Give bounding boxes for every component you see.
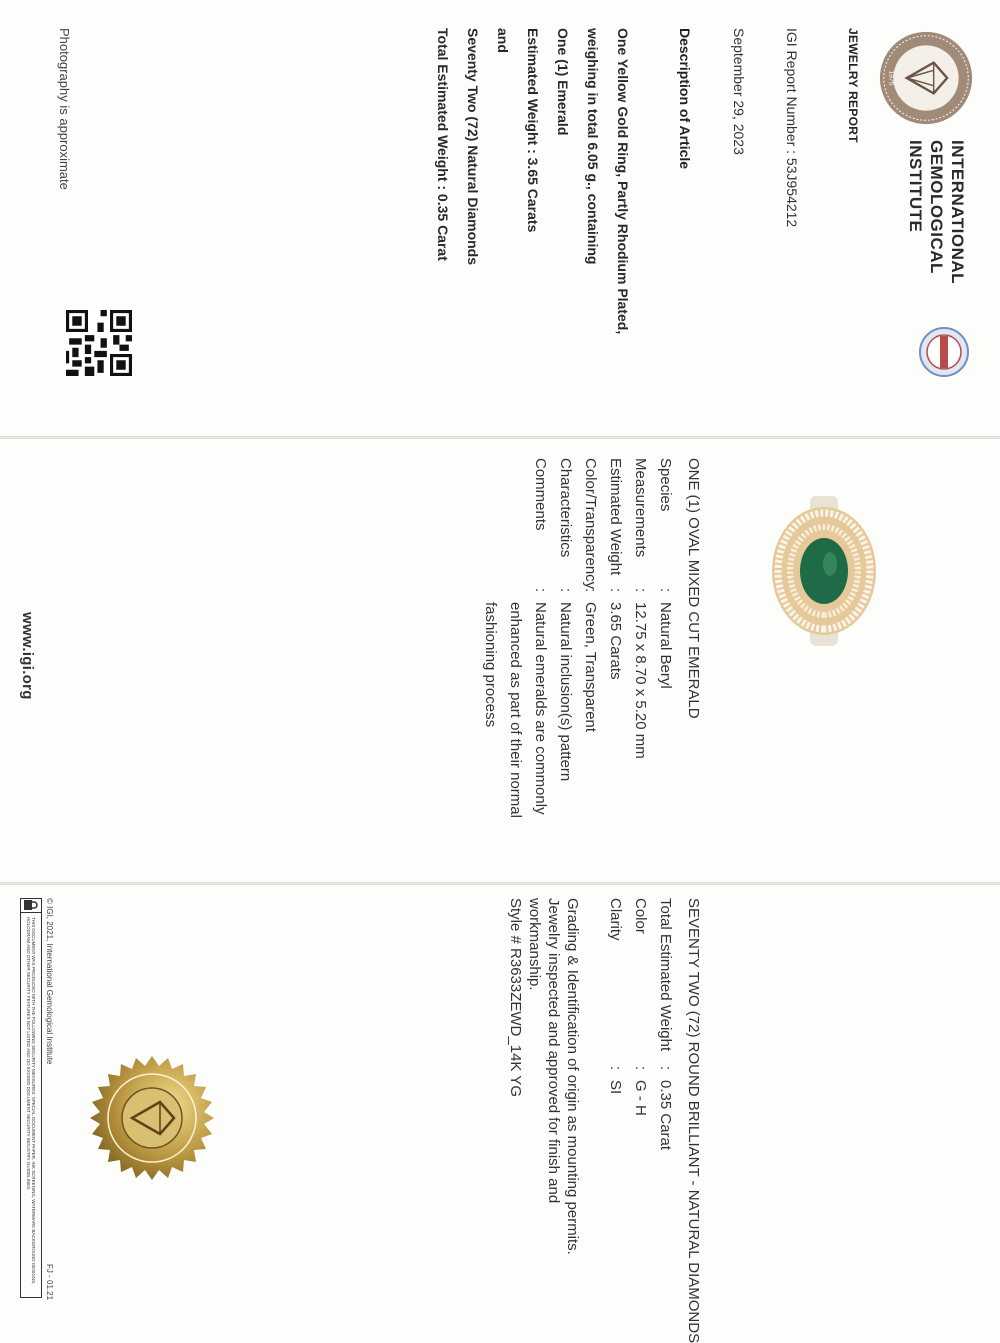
diamonds-heading: SEVENTY TWO (72) ROUND BRILLIANT - NATURAL DIAMONDS <box>685 898 702 1343</box>
security-notice <box>20 898 42 1298</box>
fold-line <box>0 436 1000 439</box>
spec-separator: : <box>582 588 599 593</box>
spec-separator: : <box>607 1066 624 1071</box>
qr-code-icon[interactable] <box>66 310 132 376</box>
description-line: One (1) Emerald <box>555 28 571 136</box>
emerald-heading: ONE (1) OVAL MIXED CUT EMERALD <box>685 458 702 719</box>
seal-year: 1975 <box>887 70 895 86</box>
description-line: Total Estimated Weight : 0.35 Carat <box>435 28 451 261</box>
spec-label: Color/Transparency <box>582 458 599 590</box>
spec-separator: : <box>657 1066 674 1071</box>
spec-row <box>603 458 628 832</box>
spec-separator: : <box>607 588 624 593</box>
spec-row <box>578 458 603 832</box>
spec-value: Natural emeralds are commonly enhanced as part of their normal fashioning process <box>482 602 549 818</box>
lock-icon <box>21 899 41 913</box>
security-notice-text: THIS DOCUMENT WAS PRODUCED WITH THE FOLLOWING SECURITY MEASURES: SPECIAL DOCUMENT PAPER, INK SCREENING, WATERMARK BACKGROUND DESIGNS, HOLOGRAM AND OTHER SECURITY FEATURES NOT LISTED AND DO EXCEED DOCUMENT SECURITY INDUSTRY GUIDELINES. <box>26 916 37 1285</box>
website-link[interactable]: www.igi.org <box>19 612 36 700</box>
spec-row <box>478 458 553 832</box>
description-line: and <box>495 28 511 53</box>
spec-row <box>603 898 628 1150</box>
spec-label: Clarity <box>607 898 624 941</box>
spec-separator: : <box>632 1066 649 1071</box>
spec-value: SI <box>607 1080 624 1095</box>
description-line: Seventy Two (72) Natural Diamonds <box>465 28 481 266</box>
gold-seal-icon <box>88 1054 216 1182</box>
emerald-spec-table <box>478 458 678 832</box>
spec-label: Color <box>632 898 649 934</box>
spec-row <box>628 458 653 832</box>
igi-seal-icon <box>878 30 974 126</box>
spec-value: Natural inclusion(s) pattern <box>557 602 574 782</box>
description-line: weighing in total 6.05 g., containing <box>585 28 601 265</box>
spec-value: Green, Transparent <box>582 602 599 733</box>
spec-value: Natural Beryl <box>657 602 674 689</box>
description-lines <box>428 28 638 428</box>
spec-row <box>653 898 678 1150</box>
copyright-text: © IGI, 2021, International Gemological Institute <box>45 898 54 1065</box>
quality-assured-badge-icon <box>918 326 970 378</box>
description-line: Estimated Weight : 3.65 Carats <box>525 28 541 233</box>
report-number: IGI Report Number : 53J954212 <box>784 28 800 228</box>
ring-photo <box>766 496 882 646</box>
form-code: FJ - 01.21 <box>45 1264 54 1301</box>
spec-separator: : <box>657 588 674 593</box>
spec-label: Comments <box>532 458 549 531</box>
spec-label: Estimated Weight <box>607 458 624 576</box>
spec-value: G - H <box>632 1080 649 1116</box>
description-title: Description of Article <box>677 28 693 170</box>
spec-value: 0.35 Carat <box>657 1080 674 1151</box>
spec-row <box>628 898 653 1150</box>
spec-row <box>553 458 578 832</box>
photo-note: Photography is approximate <box>57 28 72 190</box>
description-line: One Yellow Gold Ring, Partly Rhodium Plated, <box>615 28 631 335</box>
spec-label: Measurements <box>632 458 649 558</box>
spec-row <box>653 458 678 832</box>
style-number: Style # R3633ZEWD_14K YG <box>507 898 524 1097</box>
spec-label: Total Estimated Weight <box>657 898 674 1052</box>
spec-value: 12.75 x 8.70 x 5.20 mm <box>632 602 649 759</box>
grading-note-block <box>506 898 582 1278</box>
report-type: JEWELRY REPORT <box>846 28 860 143</box>
spec-separator: : <box>632 588 649 593</box>
fold-line <box>0 882 1000 885</box>
organization-name-line: INSTITUTE <box>906 140 925 233</box>
spec-label: Characteristics <box>557 458 574 558</box>
spec-separator: : <box>557 588 574 593</box>
grading-note: Grading & Identification of origin as mounting permits. Jewelry inspected and approved for finish and workmanship. <box>526 898 581 1255</box>
report-date: September 29, 2023 <box>731 28 747 155</box>
organization-name-line: INTERNATIONAL <box>948 140 967 285</box>
spec-label: Species <box>657 458 674 512</box>
organization-name-line: GEMOLOGICAL <box>927 140 946 274</box>
spec-separator: : <box>532 588 549 593</box>
diamonds-spec-table <box>603 898 678 1150</box>
spec-value: 3.65 Carats <box>607 602 624 680</box>
